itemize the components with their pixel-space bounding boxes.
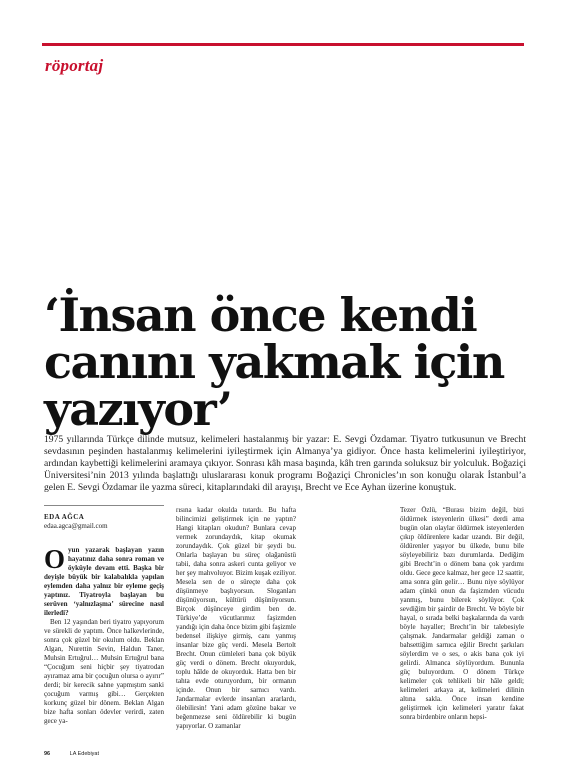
headline-line-1: ‘İnsan önce kendi (44, 288, 477, 342)
headline-line-2: canını yakmak için (44, 335, 504, 389)
answer-continued: rısına kadar okulda tutardı. Bu hafta bilincimizi geliştirmek için ne yaptın? Hangi kitapları okudun? Bunlara cevap vermek zorundaydık, kitap okumak zorundaydık. Çok güzel bir şeydi bu. Onlarla başlayan bu süreç olağanüstü tabii, daha sonra askeri cunta geliyor ve her şey mahvoluyor. Bizim kuşak eziliyor. Mesela sen de o süreçte daha çok düşünmeye başlıyorsun. Sloganları düşünüyorsun, kültürü düşünüyorsun. Birçok düşünceye girdim ben de. Türkiye’de vücutlarımız faşizmden yandığı için daha önce bizim gibi faşizmle bedensel ilişkiye girmiş, canı yanmış insanlar bize güç verdi. Mesela Bertolt Brecht. Onun cümleleri bana çok büyük güç verdi o dönem. Brecht okuyorduk, toplu hâlde de okuyorduk. Hatta ben bir tahta evde oturuyordum, bir ormanın içinde. Onun bir sarnıcı vardı. Jandarmalar evlerde insanları ararlardı, ölebilirsin! Yani adam gözüne bakar ve beğenmezse seni öldürebilir ki bugün yapıyorlar. O zamanlar (176, 506, 296, 730)
question-paragraph (44, 546, 164, 618)
column-2 (176, 506, 296, 731)
column-3 (400, 506, 524, 722)
intro-deck: 1975 yıllarında Türkçe dilinde mutsuz, kelimeleri hastalanmış bir yazar: E. Sevgi Özdamar. Tiyatro tutkusunun ve Brecht sevdasının peşinden hastalanmış kelimelerini iyileştirmek için Almanya’ya gidiyor. Önce hasta kelimelerini iyileştiriyor, ardından kaybettiği kelimelerini aramaya çıkıyor. Sonrası kâh masa başında, kâh tren garında soluksuz bir yolculuk. Boğaziçi Üniversitesi’nin 2013 yılında başlattığı uluslararası konuk programı Boğaziçi Chronicles’ın son konuğu olarak İstanbul’a gelen E. Sevgi Özdamar ile yazma süreci, kitaplarındaki dil arayışı, Brecht ve Ece Ayhan üzerine konuştuk. (44, 434, 526, 494)
headline-line-3: yazıyor’ (44, 382, 232, 436)
answer-paragraph: Ben 12 yaşından beri tiyatro yapıyorum ve sürekli de yaptım. Önce halkevlerinde, sonra çok güzel bir okulum oldu. Beklan Algan, Nurettin Sevin, Haldun Taner, Muhsin Ertuğrul… Muhsin Ertuğrul bana “Çocuğum seni hiçbir şey tiyatrodan ayıramaz ama bir çocuğun olursa o ayırır” derdi; bir kerecik sahne yapmıştım sanki çocuğum varmış gibi… Gerçekten korkunç güzel bir dönem. Beklan Algan bize hafta sonları ödevler verirdi, zaten gece ya- (44, 618, 164, 725)
interview-question: yun yazarak başlayan yazın hayatınız daha sonra roman ve öyküyle devam etti. Başka bir deyişle büyük bir kalabalıkla yapılan eylemden daha yalnız bir eyleme geçiş yaptınız. Tiyatroyla başlayan bu serüven ‘yalnızlaşma’ sürecine nasıl ilerledi? (44, 546, 164, 617)
author-rule (44, 505, 164, 506)
author-email[interactable]: edaa.agca@gmail.com (44, 522, 108, 530)
column-1 (44, 546, 164, 726)
section-label: röportaj (45, 56, 104, 75)
page-footer (44, 751, 99, 757)
author-name: EDA AĞCA (44, 513, 85, 521)
answer-continued-2: Tezer Özlü, “Burası bizim değil, bizi öldürmek isteyenlerin ülkesi” derdi ama bugün olan olaylar öldürmek isteyenlerden çıkıp öldürenlere kadar uzandı. Bir değil, öldürenler yaşıyor bu ülkede, bunu bile söyleyebiliriz bazı durumlarda. Dediğim gibi Brecht’in o dönem bana çok yardımı oldu. Gece gece kalmaz, her gece 12 saattir, ama sonra gün gelir… Bunu niye söylüyor adam çünkü onun da faşizmden vücudu yanmış, bunu bilerek söylüyor. Çok sevdiğim bir şairdir de Brecht. Ve böyle bir hayal, o sırada belki başkalarında da vardı böyle hayaller; Brecht’in bir talebesiyle çalışmak. Jandarmalar geldiği zaman o bahsettiğim sarnıca eğilir Brecht şarkıları söylerdim ve o ses, o akis bana çok iyi gelirdi. Almanca söylüyordum. Bununla güç buluyordum. O dönem Türkçe kelimeler çok tehlikeli bir hâle geldi; kelimeleri arkaya at, kelimeleri dilinin altına sakla. Önce insan kendine geliştirmek için kelimeleri yaratır fakat sonra birdenbire onların hepsi- (400, 506, 524, 721)
headline (44, 288, 534, 436)
page-number: 96 (44, 751, 51, 757)
drop-cap: O (44, 544, 66, 574)
top-red-rule (42, 43, 524, 46)
publication-name: LA Edebiyat (69, 751, 100, 757)
author-block (44, 513, 108, 531)
